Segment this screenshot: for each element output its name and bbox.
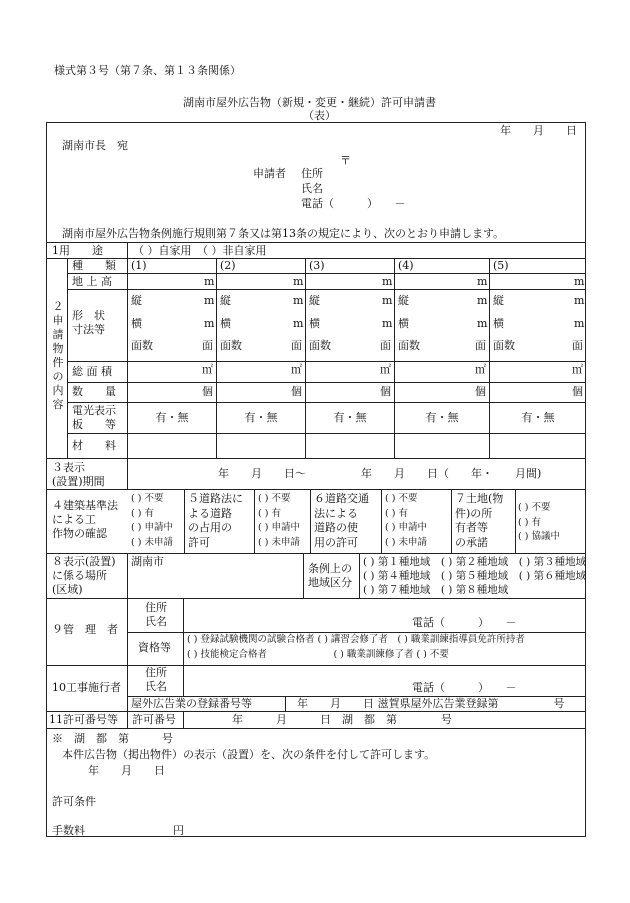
- length-label: 縦: [131, 294, 142, 307]
- application-date[interactable]: 年 月 日: [500, 124, 577, 137]
- road-use-options[interactable]: ( ) 不要 ( ) 有 ( ) 申請中 ( ) 未申請: [258, 493, 300, 548]
- fee-label: 手数料 円: [52, 824, 184, 837]
- width-unit: m: [293, 317, 304, 330]
- form-subtitle: （表）: [303, 109, 336, 122]
- contractor-phone[interactable]: 電話（ ） －: [412, 681, 517, 694]
- manager-phone[interactable]: 電話（ ） －: [412, 616, 517, 629]
- road-use-label: ５道路法に よる道路 の占用の 許可: [188, 492, 243, 549]
- length-unit: m: [477, 294, 488, 307]
- faces-label: 面数: [398, 339, 420, 352]
- area-label: 総 面 積: [72, 365, 112, 378]
- faces-unit: 面: [291, 339, 302, 352]
- length-label: 縦: [398, 294, 409, 307]
- row1-label: 1用 途: [52, 244, 103, 257]
- permit-date: 年 月 日: [88, 764, 165, 777]
- area-unit: ㎡: [380, 363, 391, 376]
- faces-unit: 面: [475, 339, 486, 352]
- zone-label: 条例上の 地域区分: [308, 562, 352, 589]
- row4-label: ４建築基準法 による工 作物の確認: [52, 499, 118, 540]
- length-unit: m: [204, 294, 215, 307]
- width-label: 横: [220, 317, 231, 330]
- faces-label: 面数: [309, 339, 331, 352]
- col-header: (1): [131, 259, 147, 272]
- name-label[interactable]: 氏名: [301, 182, 323, 195]
- statement: 湖南市屋外広告物条例施行規則第７条又は第13条の規定により、次のとおり申請します。: [62, 227, 505, 240]
- height-unit: m: [574, 275, 585, 288]
- height-unit: m: [382, 275, 393, 288]
- contractor-addr-name: 住所 氏名: [145, 666, 167, 693]
- address-label[interactable]: 住所: [301, 167, 323, 180]
- land-label: ７土地(物 件)の所 有者等 の承諾: [455, 492, 504, 549]
- faces-unit: 面: [380, 339, 391, 352]
- registration-value[interactable]: 年 月 日 滋賀県屋外広告業登録第 号: [297, 697, 565, 710]
- length-unit: m: [574, 294, 585, 307]
- permit-no-line: ※ 湖 都 第 号: [52, 732, 173, 745]
- form-title: 湖南市屋外広告物（新規・変更・継続）許可申請書: [183, 96, 436, 109]
- height-unit: m: [477, 275, 488, 288]
- faces-unit: 面: [572, 339, 583, 352]
- area-unit: ㎡: [572, 363, 583, 376]
- length-label: 縦: [493, 294, 504, 307]
- permit-number-value[interactable]: 年 月 日 湖 都 第 号: [232, 713, 452, 726]
- conditions-label: 許可条件: [52, 795, 96, 808]
- width-unit: m: [382, 317, 393, 330]
- length-unit: m: [382, 294, 393, 307]
- road-traffic-label: ６道路交通 法による 道路の使 用の許可: [314, 492, 369, 549]
- col-header: (2): [220, 259, 236, 272]
- shape-label: 形 状 寸法等: [72, 309, 105, 336]
- qty-unit: 個: [572, 385, 583, 398]
- road-traffic-options[interactable]: ( ) 不要 ( ) 有 ( ) 申請中 ( ) 未申請: [385, 493, 427, 548]
- width-unit: m: [204, 317, 215, 330]
- row3-label: ３表示 (設置)期間: [52, 461, 105, 488]
- length-label: 縦: [309, 294, 320, 307]
- type-label: 種 類: [72, 259, 116, 272]
- registration-label: 屋外広告業の登録番号等: [131, 697, 252, 710]
- addressee: 湖南市長 宛: [62, 139, 128, 152]
- manager-addr-name: 住所 氏名: [145, 601, 167, 628]
- permit-text: 本件広告物（掲出物件）の表示（設置）を、次の条件を付して許可します。: [62, 748, 436, 761]
- postal-mark: 〒: [340, 154, 351, 167]
- usage-options[interactable]: （ ）自家用 （ ）非自家用: [133, 244, 267, 257]
- col-header: (3): [309, 259, 325, 272]
- applicant-label: 申請者: [253, 167, 286, 180]
- material-label: 材 料: [72, 439, 116, 452]
- light-yesno[interactable]: 有・無: [521, 411, 555, 424]
- width-label: 横: [131, 317, 142, 330]
- row9-label: ９管 理 者: [52, 623, 118, 636]
- col-header: (4): [398, 259, 414, 272]
- light-yesno[interactable]: 有・無: [425, 411, 459, 424]
- width-label: 横: [309, 317, 320, 330]
- qualification-line1[interactable]: ( ) 登録試験機関の試験合格者 ( ) 講習会修了者 ( ) 職業訓練指導員免許所持者: [187, 634, 525, 645]
- faces-label: 面数: [131, 339, 153, 352]
- light-yesno[interactable]: 有・無: [155, 411, 189, 424]
- row10-label: 10工事施行者: [52, 681, 121, 694]
- qty-unit: 個: [475, 385, 486, 398]
- section2-label: ２ 申 請 物 件 の 内 容: [52, 300, 64, 411]
- city-name: 湖南市: [131, 555, 164, 568]
- qty-label: 数 量: [72, 385, 116, 398]
- permit-number-label: 許可番号: [132, 713, 176, 726]
- qualification-label: 資格等: [138, 641, 171, 654]
- area-unit: ㎡: [291, 363, 302, 376]
- form-number: 様式第３号（第７条、第１３条関係）: [54, 64, 241, 77]
- area-unit: ㎡: [475, 363, 486, 376]
- col-header: (5): [493, 259, 509, 272]
- row11-label: 11許可番号等: [49, 713, 118, 726]
- length-label: 縦: [220, 294, 231, 307]
- qualification-line2[interactable]: ( ) 技能検定合格者 ( ) 職業訓練修了者 ( ) 不要: [187, 649, 449, 660]
- building-check-options[interactable]: ( ) 不要 ( ) 有 ( ) 申請中 ( ) 未申請: [131, 493, 173, 548]
- period-value[interactable]: 年 月 日～ 年 月 日（ 年・ 月間): [218, 467, 542, 480]
- qty-unit: 個: [380, 385, 391, 398]
- width-unit: m: [574, 317, 585, 330]
- length-unit: m: [293, 294, 304, 307]
- height-unit: m: [204, 275, 215, 288]
- faces-label: 面数: [220, 339, 242, 352]
- light-yesno[interactable]: 有・無: [333, 411, 367, 424]
- row8-label: ８表示(設置) に係る場所 (区域): [52, 555, 116, 596]
- height-label: 地 上 高: [72, 275, 112, 288]
- light-yesno[interactable]: 有・無: [244, 411, 278, 424]
- width-label: 横: [398, 317, 409, 330]
- faces-unit: 面: [202, 339, 213, 352]
- width-label: 横: [493, 317, 504, 330]
- zone-options[interactable]: ( ) 第１種地域 ( ) 第２種地域 ( ) 第３種地域 ( ) 第４種地域 ( ) 第５種地域 ( ) 第６種地域 ( ) 第７種地域 ( ) 第８種地域: [363, 556, 587, 596]
- qty-unit: 個: [202, 385, 213, 398]
- area-unit: ㎡: [202, 363, 213, 376]
- faces-label: 面数: [493, 339, 515, 352]
- qty-unit: 個: [291, 385, 302, 398]
- height-unit: m: [293, 275, 304, 288]
- width-unit: m: [477, 317, 488, 330]
- light-label: 電光表示 板 等: [72, 404, 116, 431]
- land-options[interactable]: ( ) 不要 ( ) 有 ( ) 協議中: [518, 502, 560, 542]
- phone-label[interactable]: 電話（ ） －: [301, 197, 406, 210]
